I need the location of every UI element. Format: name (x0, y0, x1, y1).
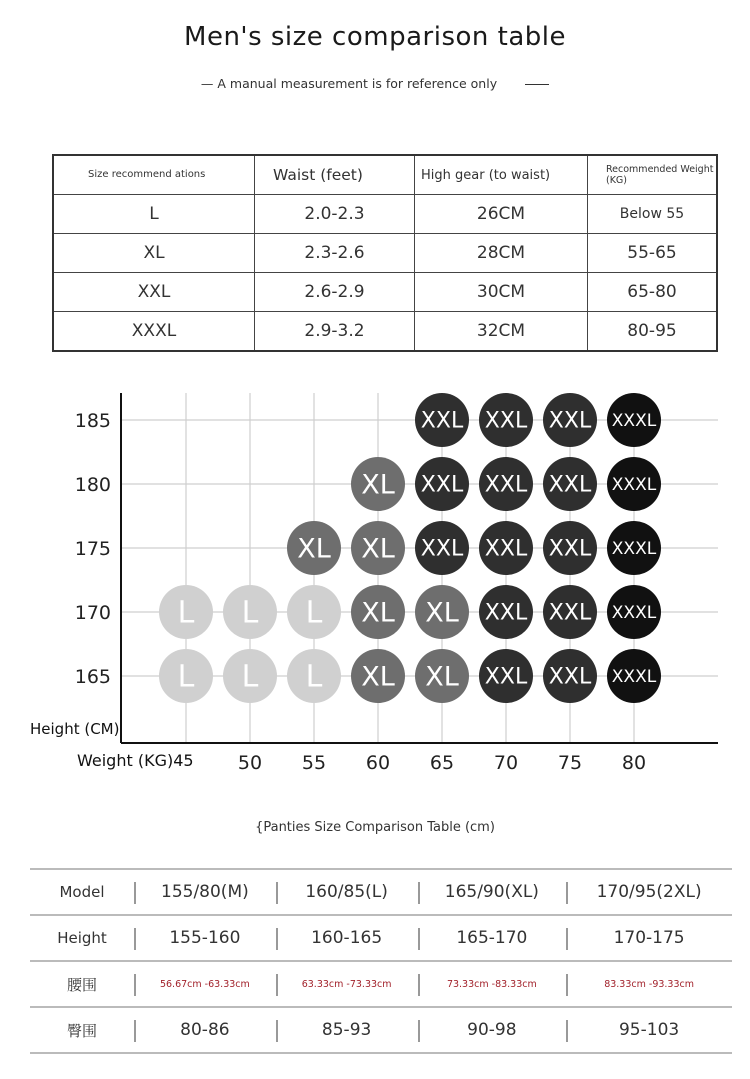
waist-cell: 2.3-2.6 (255, 234, 415, 273)
x-tick-label: 65 (429, 752, 455, 774)
panties-cell (276, 961, 418, 1007)
size-marker-label: L (177, 595, 195, 631)
size-marker-label: XL (297, 533, 331, 565)
y-tick-label: 165 (74, 666, 111, 688)
weight-cell: 80-95 (588, 312, 718, 352)
size-marker-label: XXL (484, 600, 528, 626)
size-marker-label: L (177, 659, 195, 695)
high-gear-cell: 30CM (415, 273, 588, 312)
size-table-header-size: Size recommend ations (53, 155, 255, 195)
waist-cell: 2.9-3.2 (255, 312, 415, 352)
y-tick-labels (75, 410, 111, 688)
size-marker-label: XXL (420, 472, 464, 498)
panties-cell (566, 961, 732, 1007)
size-marker-label: XXL (548, 600, 592, 626)
panties-cell (566, 869, 732, 915)
column-separator (134, 974, 136, 996)
panties-cell (276, 915, 418, 961)
x-tick-label: 80 (621, 752, 647, 774)
panties-cell-text: 170/95(2XL) (596, 882, 702, 902)
x-tick-label: 55 (301, 752, 327, 774)
size-marker-label: XXXL (611, 539, 657, 559)
panties-cell (418, 961, 567, 1007)
panties-row-height (30, 915, 732, 961)
panties-cell-text: 90-98 (467, 1020, 517, 1040)
panties-cell (134, 961, 276, 1007)
size-marker-label: XXXL (611, 667, 657, 687)
size-marker-label: XXXL (611, 475, 657, 495)
x-tick-label: 45 (173, 751, 194, 770)
subtitle-dash (525, 84, 549, 85)
panties-cell (566, 915, 732, 961)
panties-cell-text: 160-165 (311, 928, 383, 948)
size-table-header-high-gear: High gear (to waist) (415, 155, 588, 195)
y-tick-label: 185 (74, 410, 111, 432)
size-marker-label: XL (361, 597, 395, 629)
size-marker-label: L (241, 595, 259, 631)
high-gear-cell: 32CM (415, 312, 588, 352)
column-separator (566, 1020, 568, 1042)
size-cell: XXXL (53, 312, 255, 352)
size-marker-label: L (305, 659, 323, 695)
y-tick-label: 170 (74, 602, 111, 624)
panties-cell-text: 165/90(XL) (444, 882, 539, 902)
size-table-header-weight: Recommended Weight (KG) (588, 155, 718, 195)
column-separator (134, 928, 136, 950)
x-tick-label: 70 (493, 752, 519, 774)
size-marker-label: XXXL (611, 603, 657, 623)
panties-cell (418, 869, 567, 915)
size-marker-label: XXL (484, 472, 528, 498)
panties-cell-text: 85-93 (321, 1020, 372, 1040)
high-gear-cell: 28CM (415, 234, 588, 273)
waist-cell: 2.0-2.3 (255, 195, 415, 234)
size-table-row (53, 195, 717, 234)
size-table-header-row (53, 155, 717, 195)
column-separator (566, 882, 568, 904)
page-title: Men's size comparison table (184, 22, 566, 52)
panties-cell-text: 155/80(M) (161, 882, 249, 902)
size-recommendation-table (52, 154, 718, 352)
size-marker-label: XXXL (611, 411, 657, 431)
size-marker-label: XXL (484, 664, 528, 690)
size-marker-label: XXL (484, 408, 528, 434)
size-marker-label: XL (361, 533, 395, 565)
size-marker-label: XXL (420, 536, 464, 562)
size-marker-label: XL (361, 469, 395, 501)
size-marker-label: XXL (548, 536, 592, 562)
panties-cell (276, 1007, 418, 1053)
page-subtitle (0, 76, 750, 91)
panties-cell-text: 63.33cm -73.33cm (301, 978, 392, 990)
size-marker-label: XXL (548, 664, 592, 690)
panties-cell (134, 915, 276, 961)
high-gear-cell: 26CM (415, 195, 588, 234)
y-tick-label: 180 (74, 474, 111, 496)
weight-cell: 65-80 (588, 273, 718, 312)
size-marker-label: L (305, 595, 323, 631)
panties-cell-text: 83.33cm -93.33cm (604, 978, 694, 990)
panties-row-label: Height (30, 915, 134, 961)
size-cell: XL (53, 234, 255, 273)
panties-cell-text: 160/85(L) (305, 882, 388, 902)
panties-row-model (30, 869, 732, 915)
panties-cell-text: 73.33cm -83.33cm (446, 978, 537, 990)
waist-cell: 2.6-2.9 (255, 273, 415, 312)
size-marker-label: XXL (548, 472, 592, 498)
column-separator (418, 1020, 420, 1042)
column-separator (134, 882, 136, 904)
size-chart-svg (0, 380, 750, 780)
panties-row-label: 腰围 (30, 961, 134, 1007)
size-table-row (53, 312, 717, 352)
x-tick-labels (238, 752, 646, 774)
y-tick-label: 175 (74, 538, 111, 560)
panties-cell-text: 165-170 (456, 928, 528, 948)
size-marker-label: XL (425, 597, 459, 629)
column-separator (418, 928, 420, 950)
subtitle-text: — A manual measurement is for reference only (200, 76, 498, 91)
column-separator (418, 974, 420, 996)
x-tick-label: 50 (237, 752, 263, 774)
x-tick-label: 75 (557, 752, 583, 774)
size-table-header-waist: Waist (feet) (255, 155, 415, 195)
panties-cell-text: 56.67cm -63.33cm (159, 978, 250, 990)
size-marker-label: XL (361, 661, 395, 693)
panties-cell-text: 155-160 (169, 928, 241, 948)
panties-row-label: Model (30, 869, 134, 915)
size-table-row (53, 234, 717, 273)
size-marker-label: L (241, 659, 259, 695)
size-marker-label: XXL (420, 408, 464, 434)
panties-cell (418, 1007, 567, 1053)
panties-cell (566, 1007, 732, 1053)
size-cell: L (53, 195, 255, 234)
column-separator (276, 928, 278, 950)
weight-cell: 55-65 (588, 234, 718, 273)
column-separator (276, 882, 278, 904)
column-separator (566, 974, 568, 996)
column-separator (566, 928, 568, 950)
panties-row-label: 臀围 (30, 1007, 134, 1053)
size-marker-label: XXL (548, 408, 592, 434)
panties-cell-text: 170-175 (613, 928, 685, 948)
column-separator (276, 974, 278, 996)
size-cell: XXL (53, 273, 255, 312)
x-tick-label: 60 (365, 752, 391, 774)
panties-table-title: {Panties Size Comparison Table (cm) (255, 820, 495, 835)
height-weight-size-chart (0, 380, 750, 780)
panties-cell (134, 869, 276, 915)
y-axis-title: Height (CM) (30, 720, 120, 738)
panties-cell (276, 869, 418, 915)
size-marker-label: XXL (484, 536, 528, 562)
size-table-row (53, 273, 717, 312)
column-separator (418, 882, 420, 904)
panties-cell (418, 915, 567, 961)
panties-row-waist (30, 961, 732, 1007)
column-separator (134, 1020, 136, 1042)
weight-cell: Below 55 (588, 195, 718, 234)
panties-cell (134, 1007, 276, 1053)
panties-cell-text: 95-103 (618, 1020, 680, 1040)
x-axis-title: Weight (KG)45 (77, 751, 194, 770)
panties-row-hip (30, 1007, 732, 1053)
panties-cell-text: 80-86 (180, 1020, 230, 1040)
size-marker-label: XL (425, 661, 459, 693)
panties-size-table (30, 868, 732, 1054)
column-separator (276, 1020, 278, 1042)
